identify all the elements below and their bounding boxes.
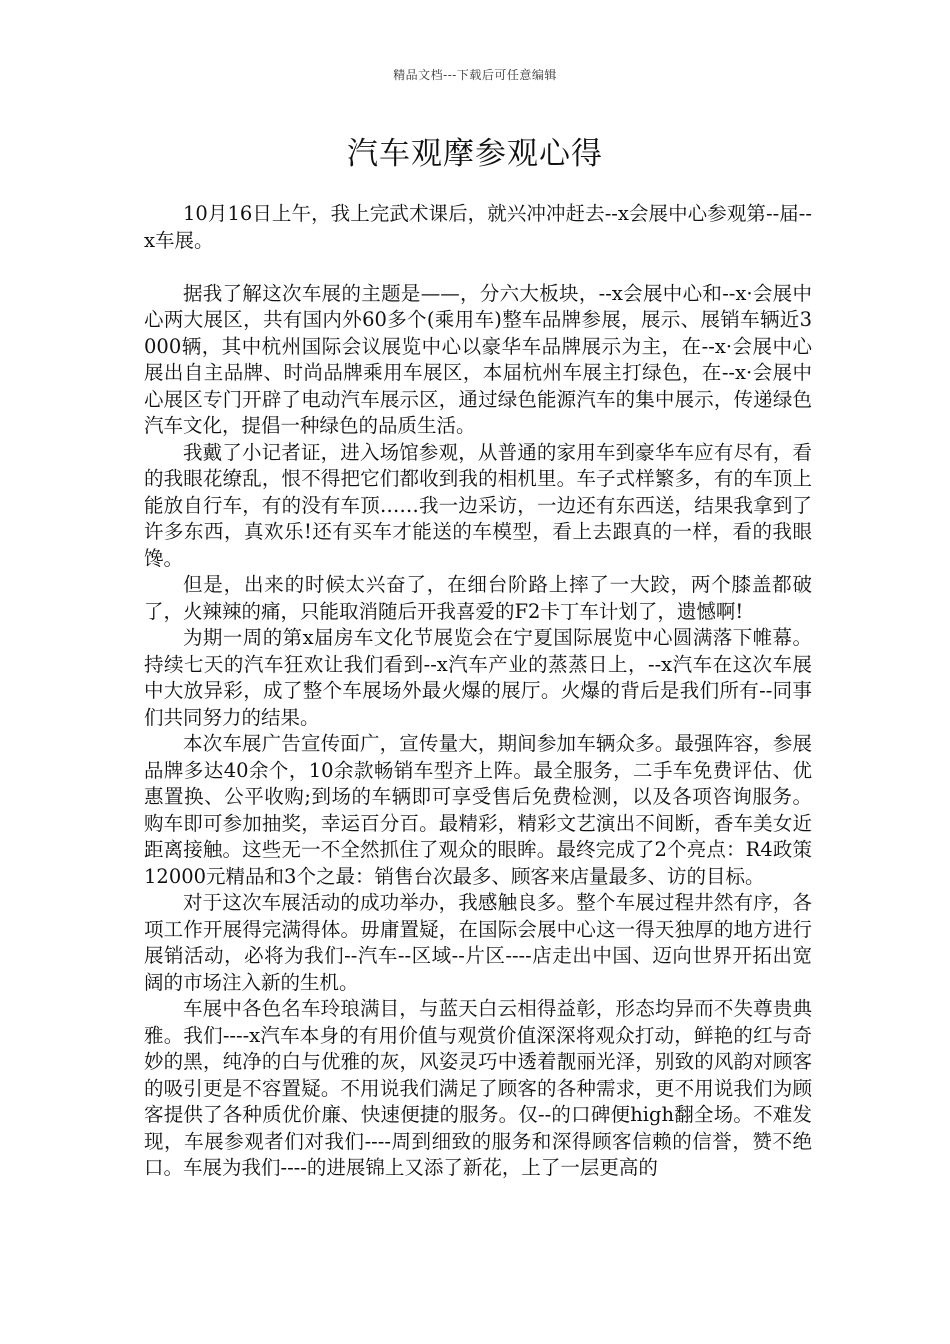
document-title: 汽车观摩参观心得	[347, 136, 603, 172]
paragraph-3: 我戴了小记者证，进入场馆参观，从普通的家用车到豪华车应有尽有，看的我眼花缭乱，恨不得把它们都收到我的相机里。车子式样繁多，有的车顶上能放自行车，有的没有车顶……我一边采访，一边还有东西送，结果我拿到了许多东西，真欢乐!还有买车才能送的车模型，看上去跟真的一样，看的我眼馋。	[144, 440, 812, 570]
paragraph-4: 但是，出来的时候太兴奋了，在细台阶路上摔了一大跤，两个膝盖都破了，火辣辣的痛，只能取消随后开我喜爱的F2卡丁车计划了，遗憾啊!	[144, 573, 812, 623]
paragraph-5: 为期一周的第x届房车文化节展览会在宁夏国际展览中心圆满落下帷幕。持续七天的汽车狂欢让我们看到--x汽车产业的蒸蒸日上，--x汽车在这次车展中大放异彩，成了整个车展场外最火爆的展厅。火爆的背后是我们所有--同事们共同努力的结果。	[144, 626, 812, 729]
document-body	[144, 201, 812, 1182]
paragraph-8: 车展中各色名车玲琅满目，与蓝天白云相得益彰，形态均异而不失尊贵典雅。我们----x汽车本身的有用价值与观赏价值深深将观众打动，鲜艳的红与奇妙的黑，纯净的白与优雅的灰，风姿灵巧中透着靓丽光泽，别致的风韵对顾客的吸引更是不容置疑。不用说我们满足了顾客的各种需求，更不用说我们为顾客提供了各种质优价廉、快速便捷的服务。仅--的口碑便high翻全场。不难发现，车展参观者们对我们----周到细致的服务和深得顾客信赖的信誉，赞不绝口。车展为我们----的进展锦上又添了新花，上了一层更高的	[144, 997, 812, 1179]
paragraph-2: 据我了解这次车展的主题是——，分六大板块，--x会展中心和--x·会展中心两大展区，共有国内外60多个(乘用车)整车品牌参展，展示、展销车辆近3000辆，其中杭州国际会议展览中心以豪华车品牌展示为主，在--x·会展中心展出自主品牌、时尚品牌乘用车展区，本届杭州车展主打绿色，在--x·会展中心展区专门开辟了电动汽车展示区，通过绿色能源汽车的集中展示，传递绿色汽车文化，提倡一种绿色的品质生活。	[144, 281, 812, 437]
paragraph-1: 10月16日上午，我上完武术课后，就兴冲冲赶去--x会展中心参观第--届--x车展。	[144, 202, 812, 252]
paragraph-6: 本次车展广告宣传面广，宣传量大，期间参加车辆众多。最强阵容，参展品牌多达40余个，10余款畅销车型齐上阵。最全服务，二手车免费评估、优惠置换、公平收购;到场的车辆即可享受售后免费检测，以及各项咨询服务。购车即可参加抽奖，幸运百分百。最精彩，精彩文艺演出不间断，香车美女近距离接触。这些无一不全然抓住了观众的眼眸。最终完成了2个亮点：R4政策12000元精品和3个之最：销售台次最多、顾客来店量最多、访的目标。	[144, 732, 812, 888]
header-note: 精品文档---下载后可任意编辑	[393, 68, 557, 82]
paragraph-7: 对于这次车展活动的成功举办，我感触良多。整个车展过程井然有序，各项工作开展得完满得体。毋庸置疑，在国际会展中心这一得天独厚的地方进行展销活动，必将为我们--汽车--区域--片区----店走出中国、迈向世界开拓出宽阔的市场注入新的生机。	[144, 891, 812, 994]
